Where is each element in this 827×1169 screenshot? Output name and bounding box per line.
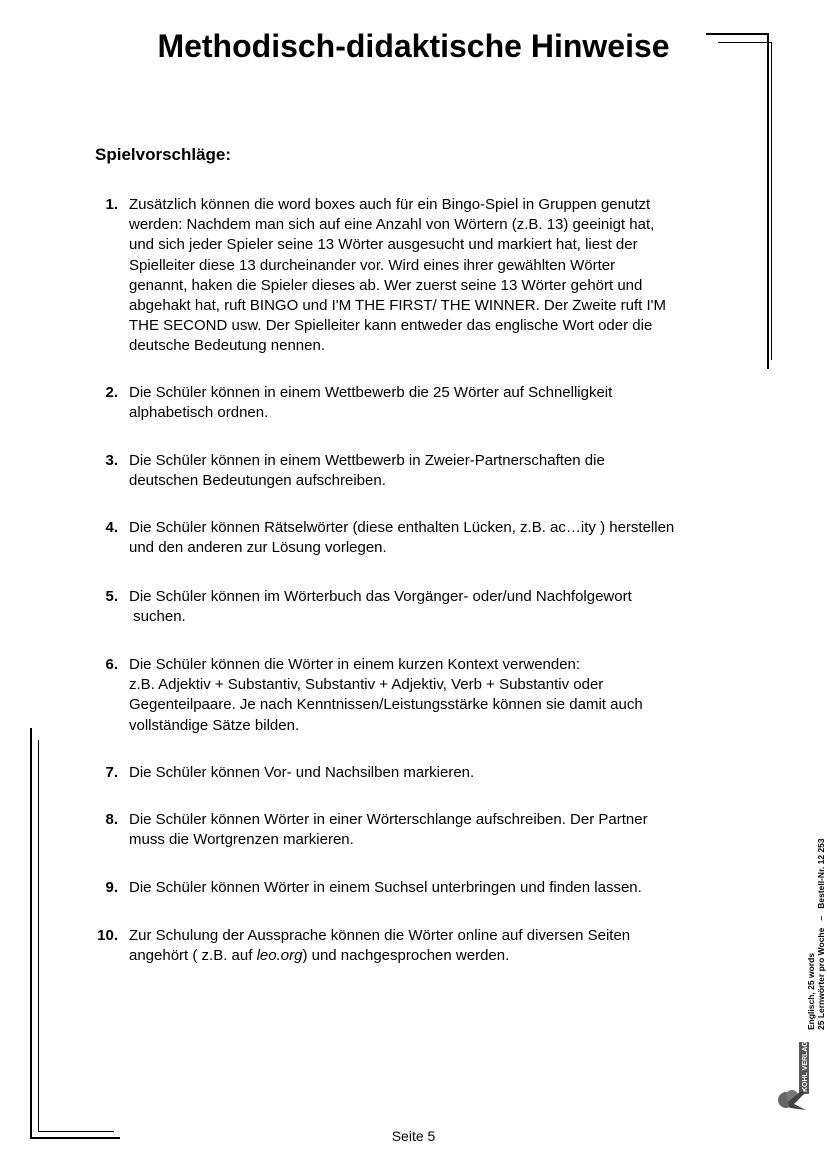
- side-label-line2: 25 Lernwörter pro Woche – Bestell-Nr. 12 253: [816, 838, 826, 1030]
- list-item-number: 1.: [105, 196, 118, 213]
- list-item-text: [129, 451, 749, 491]
- list-item-text: [129, 763, 749, 783]
- frame-top-right-v2: [771, 42, 772, 360]
- frame-bottom-left-v2: [38, 740, 39, 1132]
- list-item-number: 8.: [105, 811, 118, 828]
- list-item-line: suchen.: [129, 608, 186, 626]
- list-item-line: Die Schüler können im Wörterbuch das Vorgänger- oder/und Nachfolgewort: [129, 588, 632, 605]
- list-item-text: [129, 810, 749, 850]
- side-label-line1: Englisch, 25 words: [806, 953, 816, 1030]
- list-item-line: deutsche Bedeutung nennen.: [129, 337, 326, 355]
- list-item-number: 4.: [105, 519, 118, 536]
- side-label: [806, 838, 826, 1030]
- list-item-line: abgehakt hat, ruft BINGO und I'M THE FIRST/ THE WINNER. Der Zweite ruft I'M: [129, 297, 666, 315]
- list-item-line: vollständige Sätze bilden.: [129, 716, 300, 734]
- list-item-line: Die Schüler können die Wörter in einem kurzen Kontext verwenden:: [129, 656, 581, 673]
- list-item-line: Die Schüler können Vor- und Nachsilben markieren.: [129, 764, 475, 781]
- list-item-line: werden: Nachdem man sich auf eine Anzahl von Wörtern (z.B. 13) geeinigt hat,: [129, 216, 655, 234]
- list-item-number: 7.: [105, 764, 118, 781]
- page-footer: Seite 5: [391, 1128, 436, 1144]
- list-item-line: muss die Wortgrenzen markieren.: [129, 831, 354, 849]
- frame-bottom-left-v1: [30, 728, 32, 1138]
- publisher-logo: [772, 1038, 812, 1116]
- list-item-line: Die Schüler können Wörter in einem Suchsel unterbringen und finden lassen.: [129, 879, 642, 896]
- list-item-line: Spielleiter diese 13 durcheinander vor. Wird eines ihrer gewählten Wörter: [129, 256, 616, 274]
- list-item-line: z.B. Adjektiv + Substantiv, Substantiv + Adjektiv, Verb + Substantiv oder: [129, 676, 604, 694]
- list-item-line: und sich jeder Spieler seine 13 Wörter ausgesucht und markiert hat, liest der: [129, 236, 638, 254]
- list-item-text: [129, 195, 749, 357]
- list-item-number: 6.: [105, 656, 118, 673]
- list-item-text: [129, 655, 749, 736]
- list-item-number: 9.: [105, 879, 118, 896]
- list-item-text: [129, 587, 749, 627]
- list-item-number: 10.: [97, 927, 118, 944]
- list-item-line: und den anderen zur Lösung vorlegen.: [129, 539, 387, 557]
- list-item-line: Zusätzlich können die word boxes auch für ein Bingo-Spiel in Gruppen genutzt: [129, 196, 651, 213]
- list-item-line: Zur Schulung der Aussprache können die Wörter online auf diversen Seiten: [129, 927, 631, 944]
- list-item-text: [129, 383, 749, 423]
- list-item-line: Die Schüler können Wörter in einer Wörterschlange aufschreiben. Der Partner: [129, 811, 648, 828]
- list-item-line: deutschen Bedeutungen aufschreiben.: [129, 472, 386, 490]
- list-item-number: 5.: [105, 588, 118, 605]
- list-item-line: THE SECOND usw. Der Spielleiter kann entweder das englische Wort oder die: [129, 317, 653, 335]
- list-item-line: Gegenteilpaare. Je nach Kenntnissen/Leistungsstärke können sie damit auch: [129, 696, 643, 714]
- page-title: Methodisch-didaktische Hinweise: [157, 28, 670, 64]
- section-title: Spielvorschläge:: [95, 145, 232, 164]
- list-item-line: angehört ( z.B. auf leo.org) und nachgesprochen werden.: [129, 947, 510, 965]
- list-item-text: [129, 518, 749, 558]
- list-item-line: Die Schüler können Rätselwörter (diese enthalten Lücken, z.B. ac…ity ) herstellen: [129, 519, 675, 536]
- list-item-number: 3.: [105, 452, 118, 469]
- list-item-text: [129, 878, 749, 898]
- list-item-line: Die Schüler können in einem Wettbewerb die 25 Wörter auf Schnelligkeit: [129, 384, 613, 401]
- list-item-line: Die Schüler können in einem Wettbewerb in Zweier-Partnerschaften die: [129, 452, 605, 469]
- logo-text: KOHL VERLAG: [802, 1041, 809, 1092]
- list-item-line: genannt, haken die Spieler dieses ab. Wer zuerst seine 13 Wörter gehört und: [129, 276, 643, 294]
- website-reference: leo.org: [256, 947, 303, 965]
- list-item-line: alphabetisch ordnen.: [129, 404, 269, 422]
- list-item-text: [129, 926, 749, 966]
- list-item-number: 2.: [105, 384, 118, 401]
- frame-top-right-v1: [767, 33, 769, 369]
